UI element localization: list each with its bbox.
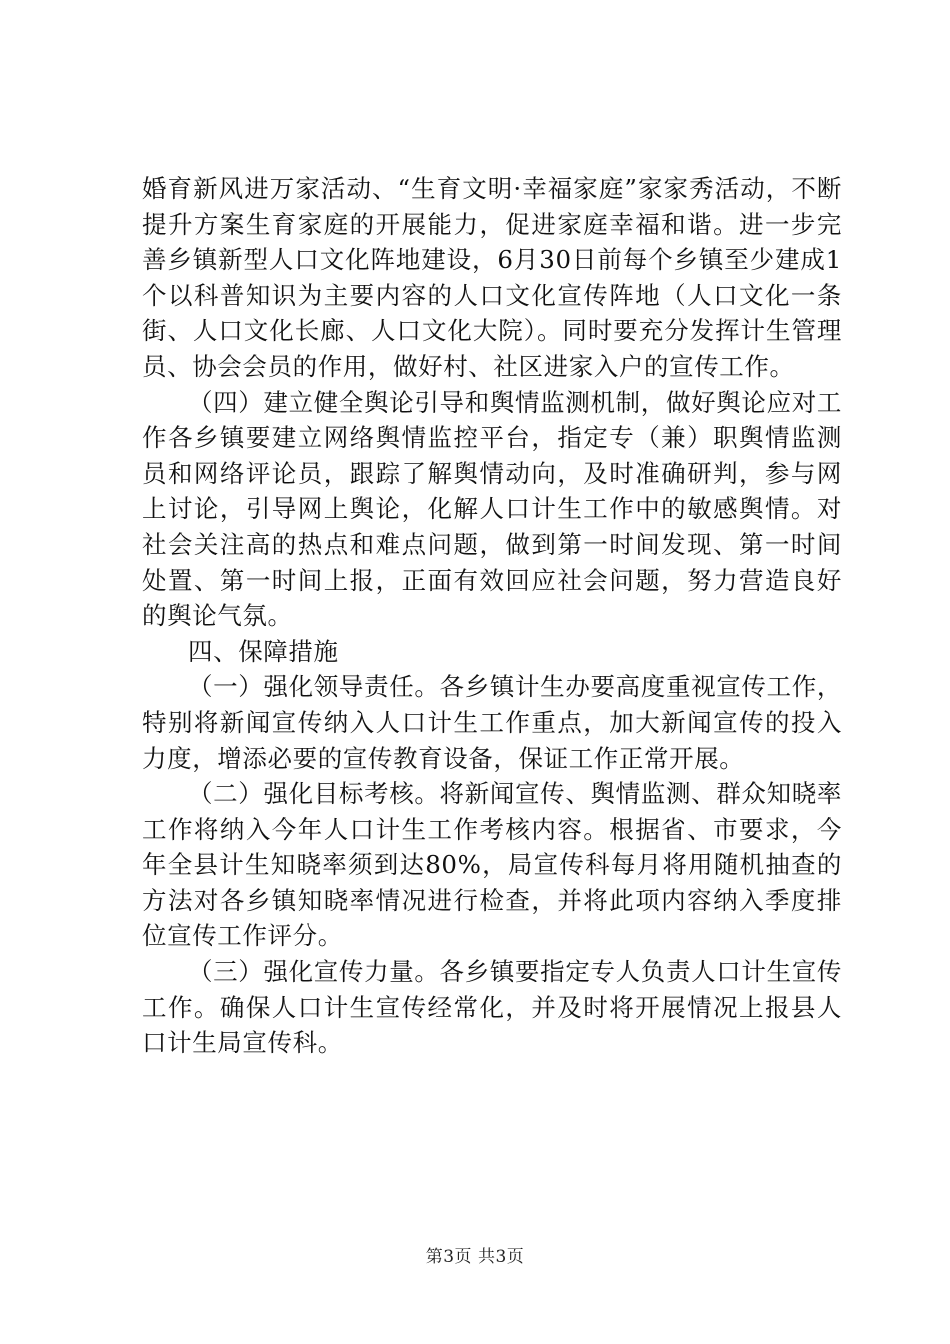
page-footer: 第3页 共3页: [425, 1247, 525, 1267]
paragraph-continuation: 婚育新风进万家活动、“生育文明·幸福家庭”家家秀活动，不断提升方案生育家庭的开展能力，促进家庭幸福和谐。进一步完善乡镇新型人口文化阵地建设，6月30日前每个乡镇至少建成1个以科普知识为主要内容的人口文化宣传阵地（人口文化一条街、人口文化长廊、人口文化大院）。同时要充分发挥计生管理员、协会会员的作用，做好村、社区进家入户的宣传工作。: [142, 174, 842, 381]
paragraph-assessment: （二）强化目标考核。将新闻宣传、舆情监测、群众知晓率工作将纳入今年人口计生工作考核内容。根据省、市要求，今年全县计生知晓率须到达80%，局宣传科每月将用随机抽查的方法对各乡镇知晓率情况进行检查，并将此项内容纳入季度排位宣传工作评分。: [142, 779, 842, 951]
section-heading-safeguards: 四、保障措施: [188, 636, 339, 666]
paragraph-leadership: （一）强化领导责任。各乡镇计生办要高度重视宣传工作，特别将新闻宣传纳入人口计生工作重点，加大新闻宣传的投入力度，增添必要的宣传教育设备，保证工作正常开展。: [142, 672, 842, 773]
paragraph-public-opinion: （四）建立健全舆论引导和舆情监测机制，做好舆论应对工作各乡镇要建立网络舆情监控平台，指定专（兼）职舆情监测员和网络评论员，跟踪了解舆情动向，及时准确研判，参与网上讨论，引导网上舆论，化解人口计生工作中的敏感舆情。对社会关注高的热点和难点问题，做到第一时间发现、第一时间处置、第一时间上报，正面有效回应社会问题，努力营造良好的舆论气氛。: [142, 387, 842, 631]
paragraph-publicity-force: （三）强化宣传力量。各乡镇要指定专人负责人口计生宣传工作。确保人口计生宣传经常化，并及时将开展情况上报县人口计生局宣传科。: [142, 957, 842, 1058]
document-body: [142, 171, 842, 1061]
